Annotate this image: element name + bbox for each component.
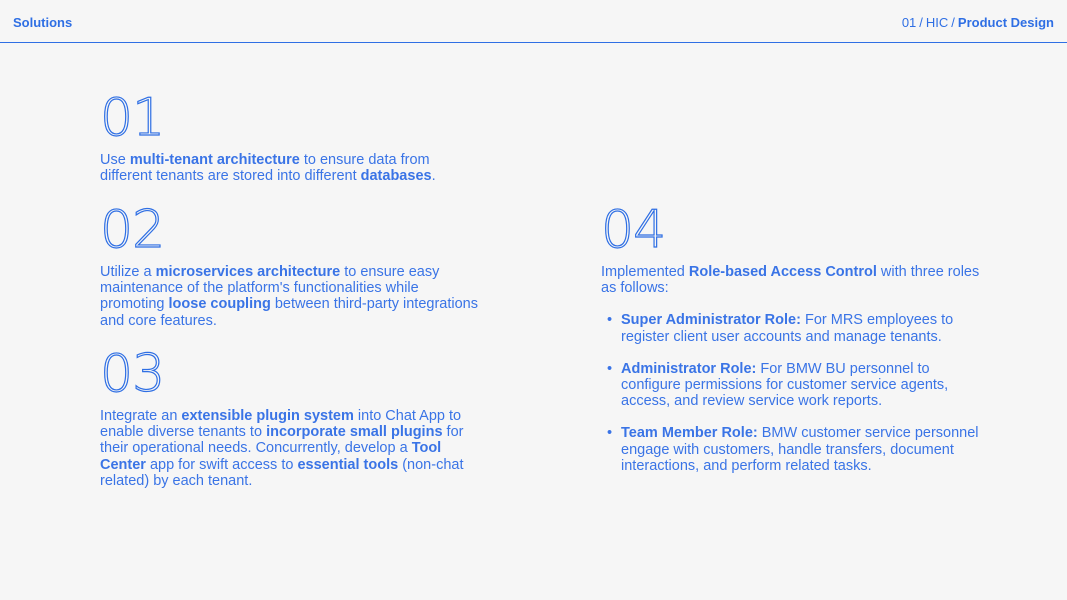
role-title: Team Member Role: (621, 425, 758, 442)
body-text: to ensure easy maintenance of the platform's functionalities while promoting (100, 264, 440, 313)
item-text (100, 264, 480, 329)
list-item (601, 312, 981, 344)
highlight-text: loose coupling (168, 296, 271, 313)
body-text: Use (100, 152, 130, 168)
solution-item-01 (100, 88, 480, 185)
solution-item-02 (100, 200, 480, 329)
body-text: to ensure data from different tenants are stored into different (100, 152, 430, 185)
item-number: 04 (601, 200, 666, 260)
top-bar (0, 0, 1067, 43)
solution-item-04 (601, 200, 981, 490)
breadcrumb-separator: / (951, 15, 955, 30)
item-text (601, 264, 981, 296)
item-text (100, 408, 480, 489)
role-title: Administrator Role: (621, 360, 757, 377)
body-text: with three roles as follows: (601, 264, 980, 297)
solution-item-03 (100, 344, 480, 489)
breadcrumb-project: HIC (925, 15, 949, 30)
body-text: for their operational needs. Concurrently, develop a (100, 424, 464, 457)
list-item (601, 361, 981, 410)
breadcrumb (902, 15, 1054, 30)
body-text: (non-chat related) by each tenant. (100, 456, 464, 489)
highlight-text: incorporate small plugins (266, 424, 443, 441)
highlight-text: extensible plugin system (181, 408, 354, 424)
highlight-text: Role-based Access Control (688, 264, 877, 280)
body-text: Utilize a (100, 264, 156, 280)
highlight-text: microservices architecture (155, 264, 341, 280)
section-title: Solutions (13, 15, 73, 30)
role-description: For MRS employees to register client user accounts and manage tenants. (621, 312, 954, 345)
body-text: Implemented (601, 264, 689, 280)
breadcrumb-number: 01 (901, 15, 917, 30)
highlight-text: multi-tenant architecture (129, 152, 300, 168)
body-text: into Chat App to enable diverse tenants to (100, 408, 462, 441)
item-text (100, 152, 480, 184)
item-number: 01 (100, 88, 165, 148)
role-description: BMW customer service personnel engage with customers, handle transfers, document interactions, and perform related tasks. (621, 425, 979, 474)
role-title: Super Administrator Role: (621, 312, 801, 329)
highlight-text: essential tools (297, 456, 399, 473)
bullet-icon: • (607, 425, 613, 442)
item-number: 02 (100, 200, 165, 260)
bullet-icon: • (607, 312, 613, 329)
item-number: 03 (100, 344, 165, 404)
body-text: between third-party integrations and core features. (100, 296, 478, 329)
list-item (601, 425, 981, 474)
breadcrumb-separator: / (919, 15, 923, 30)
body-text: app for swift access to (145, 456, 298, 473)
breadcrumb-current: Product Design (957, 15, 1054, 30)
body-text: . (431, 168, 436, 185)
roles-list (601, 312, 981, 474)
bullet-icon: • (607, 360, 613, 377)
highlight-text: Tool Center (100, 440, 442, 473)
highlight-text: databases (360, 168, 432, 185)
body-text: Integrate an (100, 408, 182, 424)
role-description: For BMW BU personnel to configure permissions for customer service agents, access, and review service work reports. (621, 360, 949, 410)
